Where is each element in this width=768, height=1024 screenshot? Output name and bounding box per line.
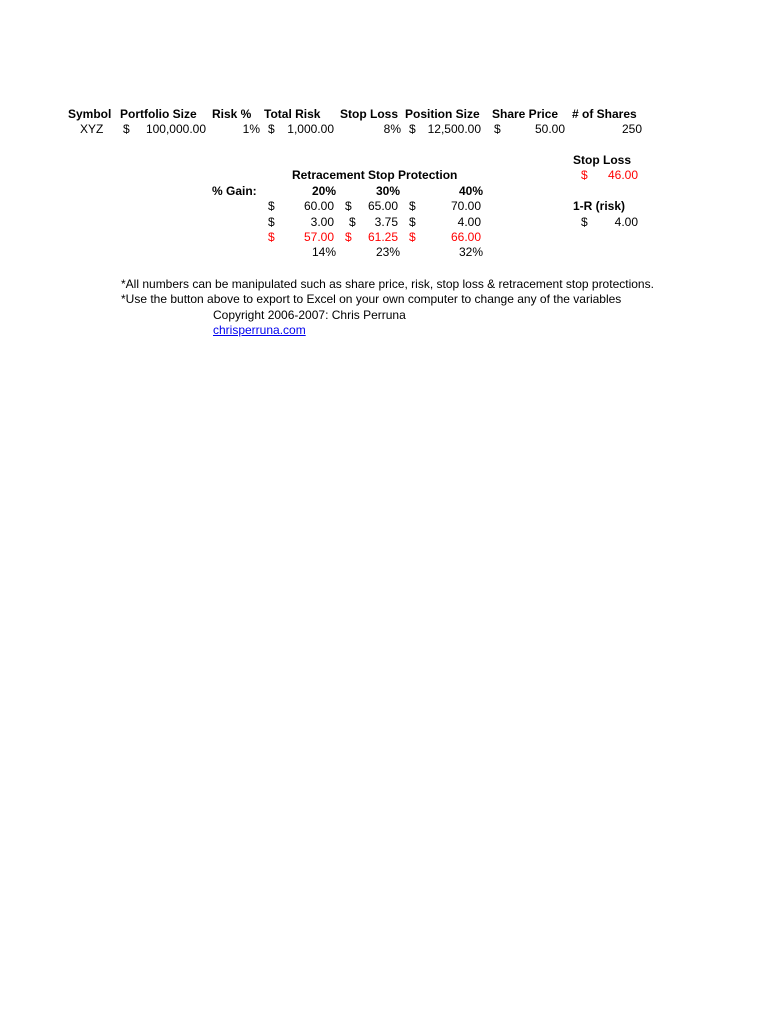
currency-sign: $ [494,122,501,136]
gain-col-20: 20% [311,184,336,198]
currency-sign: $ [268,230,275,244]
position-size-value: 12,500.00 [427,122,481,136]
stop-40: 66.00 [450,230,481,244]
protect-30: 3.75 [374,215,398,229]
pct-30: 23% [375,245,400,259]
stop-30: 61.25 [367,230,398,244]
note-line-2: *Use the button above to export to Excel on your own computer to change any of the variables [121,292,622,306]
header-position-size: Position Size [405,107,480,121]
gain-label: % Gain: [212,184,257,198]
portfolio-size-value: 100,000.00 [145,122,206,136]
risk-pct-value: 1% [242,122,260,136]
header-portfolio-size: Portfolio Size [120,107,197,121]
retracement-title: Retracement Stop Protection [292,168,458,182]
header-num-shares: # of Shares [572,107,637,121]
pct-20: 14% [311,245,336,259]
currency-sign: $ [268,199,275,213]
price-20: 60.00 [303,199,334,213]
stop-loss-pct-value: 8% [383,122,401,136]
website-link[interactable]: chrisperruna.com [213,323,306,337]
currency-sign: $ [345,199,352,213]
symbol-value: XYZ [80,122,104,136]
price-30: 65.00 [367,199,398,213]
currency-sign: $ [409,199,416,213]
gain-col-30: 30% [375,184,400,198]
currency-sign: $ [409,215,416,229]
currency-sign: $ [268,215,275,229]
header-stop-loss: Stop Loss [340,107,399,121]
side-r-label: 1-R (risk) [573,199,626,213]
currency-sign: $ [409,122,416,136]
currency-sign: $ [581,215,588,229]
pct-40: 32% [458,245,483,259]
note-line-1: *All numbers can be manipulated such as share price, risk, stop loss & retracement stop protections. [121,277,654,291]
header-symbol: Symbol [68,107,112,121]
side-r-value: 4.00 [614,215,638,229]
currency-sign: $ [409,230,416,244]
copyright: Copyright 2006-2007: Chris Perruna [213,308,406,322]
currency-sign: $ [268,122,275,136]
currency-sign: $ [123,122,130,136]
side-stop-loss-value: 46.00 [607,168,638,182]
currency-sign: $ [581,168,588,182]
protect-40: 4.00 [457,215,481,229]
header-share-price: Share Price [492,107,559,121]
stop-20: 57.00 [303,230,334,244]
currency-sign: $ [349,215,356,229]
side-stop-loss-label: Stop Loss [573,153,632,167]
header-total-risk: Total Risk [264,107,321,121]
num-shares-value: 250 [621,122,642,136]
header-risk-pct: Risk % [212,107,252,121]
gain-col-40: 40% [458,184,483,198]
protect-20: 3.00 [310,215,334,229]
currency-sign: $ [345,230,352,244]
price-40: 70.00 [450,199,481,213]
total-risk-value: 1,000.00 [287,122,334,136]
share-price-value: 50.00 [534,122,565,136]
